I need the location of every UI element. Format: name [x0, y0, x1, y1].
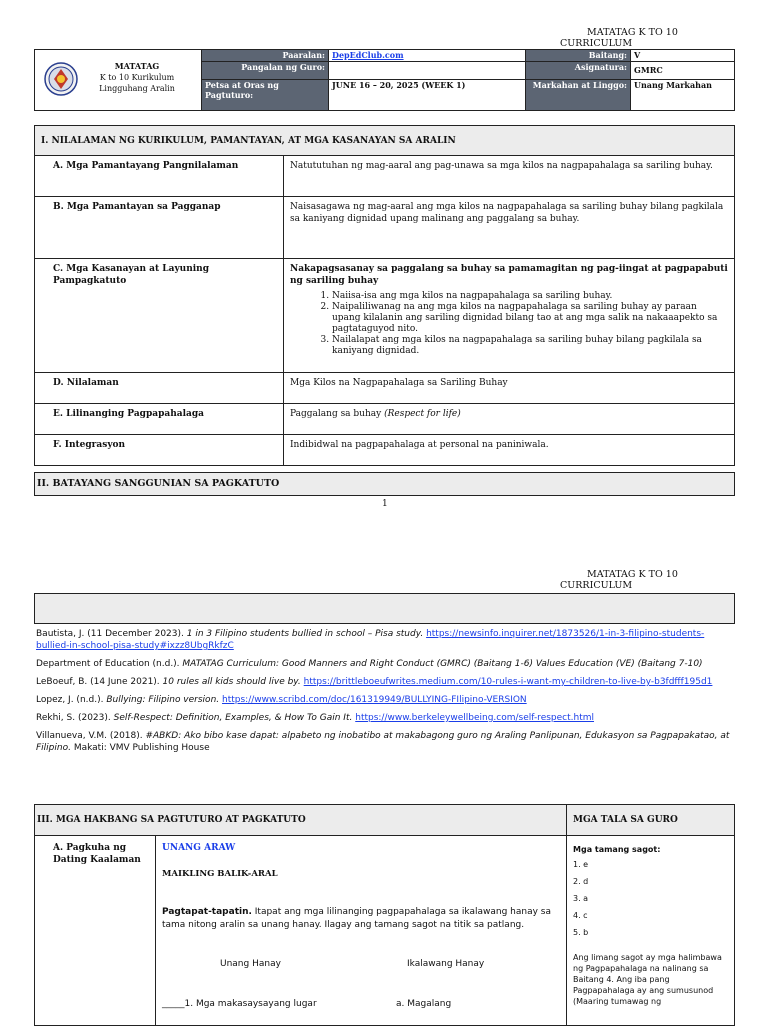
- school-link[interactable]: DepEdClub.com: [332, 50, 404, 60]
- curriculum-label-page2: [560, 569, 678, 591]
- values-italic: (Respect for life): [384, 409, 461, 419]
- reference-item: Department of Education (n.d.). MATATAG Curriculum: Good Manners and Right Conduct (GMRC) (Baitang 1-6) Values Education (VE) (Baitang 7-10): [36, 659, 703, 669]
- reference-item: Villanueva, V.M. (2018). #ABKD: Ako bibo kase dapat: alpabeto ng inobatibo at makabagong guro ng Araling Panlipunan, Edukasyon sa Pagpapakatao, at Filipino. Makati: VMV Publishing House: [36, 731, 730, 753]
- section3-table: [34, 804, 735, 1026]
- matching-row: [162, 998, 560, 1012]
- reference-link[interactable]: https://newsinfo.inquirer.net/1873526/1-in-3-filipino-students-bullied-in-school-pisa-study#ixzz8UbgRkfzC: [36, 629, 705, 651]
- reference-link[interactable]: https://www.berkeleywellbeing.com/self-respect.html: [355, 713, 595, 723]
- objectives-list: [290, 291, 728, 357]
- curriculum-label: [560, 27, 678, 49]
- curriculum-line2: CURRICULUM: [560, 38, 633, 49]
- date-label: Petsa at Oras ng Pagtuturo:: [202, 80, 329, 111]
- subject-label: Asignatura:: [526, 62, 631, 80]
- review-subheading: MAIKLING BALIK-ARAL: [162, 869, 278, 879]
- subject-value: GMRC: [631, 62, 735, 80]
- section1-title: I. NILALAMAN NG KURIKULUM, PAMANTAYAN, AT MGA KASANAYAN SA ARALIN: [35, 126, 735, 156]
- activity-cell: [156, 836, 567, 1026]
- reference-item: Lopez, J. (n.d.). Bullying: Filipino version. https://www.scribd.com/doc/161319949/BULLYING-FIlipino-VERSION: [36, 695, 527, 705]
- column1-header: Unang Hanay: [220, 959, 281, 969]
- school-value[interactable]: [329, 50, 526, 62]
- values-label: E. Lilinanging Pagpapahalaga: [35, 404, 284, 435]
- objective-item: 3. Nailalapat ang mga kilos na nagpapahalaga sa sariling buhay bilang pagkilala sa kaniyang dignidad.: [332, 335, 728, 357]
- objective-item: 2. Naipaliliwanag na ang mga kilos na nagpapahalaga sa sariling buhay ay paraan upang kilalanin ang sariling dignidad bilang tao at ang mga salik na nakaaapekto sa pagtataguyod nito.: [332, 302, 728, 335]
- answer-item: 4. c: [573, 911, 588, 920]
- column2-header: Ikalawang Hanay: [407, 959, 485, 969]
- matching-choice: a. Magalang: [396, 999, 452, 1009]
- reference-link[interactable]: https://brittleboeufwrites.medium.com/10-rules-i-want-my-children-to-live-by-b3fdfff195d1: [303, 677, 713, 687]
- teacher-notes-cell: [567, 836, 735, 1026]
- matching-item: _____1. Mga makasaysayang lugar: [162, 999, 317, 1009]
- section3-title: III. MGA HAKBANG SA PAGTUTURO AT PAGKATUTO: [35, 805, 567, 836]
- values-text: Paggalang sa buhay: [290, 409, 382, 419]
- grade-value: V: [631, 50, 735, 62]
- reference-link[interactable]: https://www.scribd.com/doc/161319949/BULLYING-FIlipino-VERSION: [222, 695, 527, 705]
- answer-item: 2. d: [573, 877, 589, 886]
- answer-item: 1. e: [573, 860, 589, 869]
- school-label: Paaralan:: [202, 50, 329, 62]
- values-cell: [284, 404, 735, 435]
- header-logo-cell: [35, 50, 202, 111]
- grade-label: Baitang:: [526, 50, 631, 62]
- quarter-value: Unang Markahan: [631, 80, 735, 111]
- content-standards-label: A. Mga Pamantayang Pangnilalaman: [35, 156, 284, 197]
- content-standards-text: Natututuhan ng mag-aaral ang pag-unawa sa mga kilos na nagpapahalaga sa sariling buhay.: [284, 156, 735, 197]
- prior-knowledge-label: A. Pagkuha ng Dating Kaalaman: [35, 836, 156, 1026]
- answers-heading: Mga tamang sagot:: [573, 845, 661, 854]
- competencies-cell: [284, 259, 735, 373]
- performance-standards-text: Naisasagawa ng mag-aaral ang mga kilos na nagpapahalaga sa sariling buhay bilang pagkilala sa kaniyang dignidad upang malinang ang paggalang sa buhay.: [284, 197, 735, 259]
- answer-item: 5. b: [573, 928, 589, 937]
- teacher-label: Pangalan ng Guro:: [202, 62, 329, 80]
- reference-item: Rekhi, S. (2023). Self-Respect: Definition, Examples, & How To Gain It. https://www.berkeleywellbeing.com/self-respect.html: [36, 713, 595, 723]
- performance-standards-label: B. Mga Pamantayan sa Pagganap: [35, 197, 284, 259]
- column-headers: [162, 958, 560, 972]
- section2-header: [34, 472, 735, 496]
- competencies-main: Nakapagsasanay sa paggalang sa buhay sa pamamagitan ng pag-iingat at pagpapabuti ng sariling buhay: [290, 264, 728, 286]
- content-text: Mga Kilos na Nagpapahalaga sa Sariling Buhay: [284, 373, 735, 404]
- integration-text: Indibidwal na pagpapahalaga at personal na paniniwala.: [284, 435, 735, 466]
- reference-item: LeBoeuf, B. (14 June 2021). 10 rules all kids should live by. https://brittleboeufwrites.medium.com/10-rules-i-want-my-children-to-live-by-b3fdfff195d1: [36, 677, 713, 687]
- competencies-label: [35, 259, 284, 373]
- logo-subtitle1: K to 10 Kurikulum: [99, 73, 175, 82]
- curriculum-line2-p2: CURRICULUM: [560, 580, 633, 591]
- teacher-value: [329, 62, 526, 80]
- deped-seal-icon: [44, 62, 78, 96]
- date-value: JUNE 16 – 20, 2025 (WEEK 1): [329, 80, 526, 111]
- section2-continued-bar: [34, 593, 735, 624]
- reference-item: Bautista, J. (11 December 2023). 1 in 3 Filipino students bullied in school – Pisa study. https://newsinfo.inquirer.net/1873526/1-in-3-filipino-students-bullied-in-school-pisa-study#ixzz8UbgRkfzC: [36, 629, 705, 651]
- notes-paragraph: Ang limang sagot ay mga halimbawa ng Pagpapahalaga na nalinang sa Baitang 4. Ang iba pang Pagpapahalaga ay ang sumusunod (Maaring tumawag ng: [573, 953, 722, 1006]
- curriculum-line1: MATATAG K TO 10: [587, 27, 678, 38]
- content-label: D. Nilalaman: [35, 373, 284, 404]
- competencies-label-text: C. Mga Kasanayan at Layuning Pampagkatuto: [53, 264, 210, 286]
- logo-title: MATATAG: [114, 61, 160, 71]
- lesson-header-table: [34, 49, 735, 111]
- integration-label: F. Integrasyon: [35, 435, 284, 466]
- instruction-text: Pagtapat-tapatin. Itapat ang mga lilinanging pagpapahalaga sa ikalawang hanay sa tama nitong aralin sa unang hanay. Ilagay ang tamang sagot na titik sa patlang.: [162, 907, 552, 930]
- section2-title: II. BATAYANG SANGGUNIAN SA PAGKATUTO: [37, 478, 280, 489]
- day-heading: UNANG ARAW: [162, 843, 236, 853]
- answer-item: 3. a: [573, 894, 589, 903]
- references-list: [36, 628, 734, 754]
- curriculum-line1-p2: MATATAG K TO 10: [587, 569, 678, 580]
- objective-item: 1. Naiisa-isa ang mga kilos na nagpapahalaga sa sariling buhay.: [332, 291, 728, 302]
- page-number: 1: [382, 499, 388, 509]
- logo-subtitle2: Lingguhang Aralin: [99, 84, 175, 93]
- section1-table: [34, 125, 735, 466]
- teacher-notes-title: MGA TALA SA GURO: [567, 805, 735, 836]
- quarter-label: Markahan at Linggo:: [526, 80, 631, 111]
